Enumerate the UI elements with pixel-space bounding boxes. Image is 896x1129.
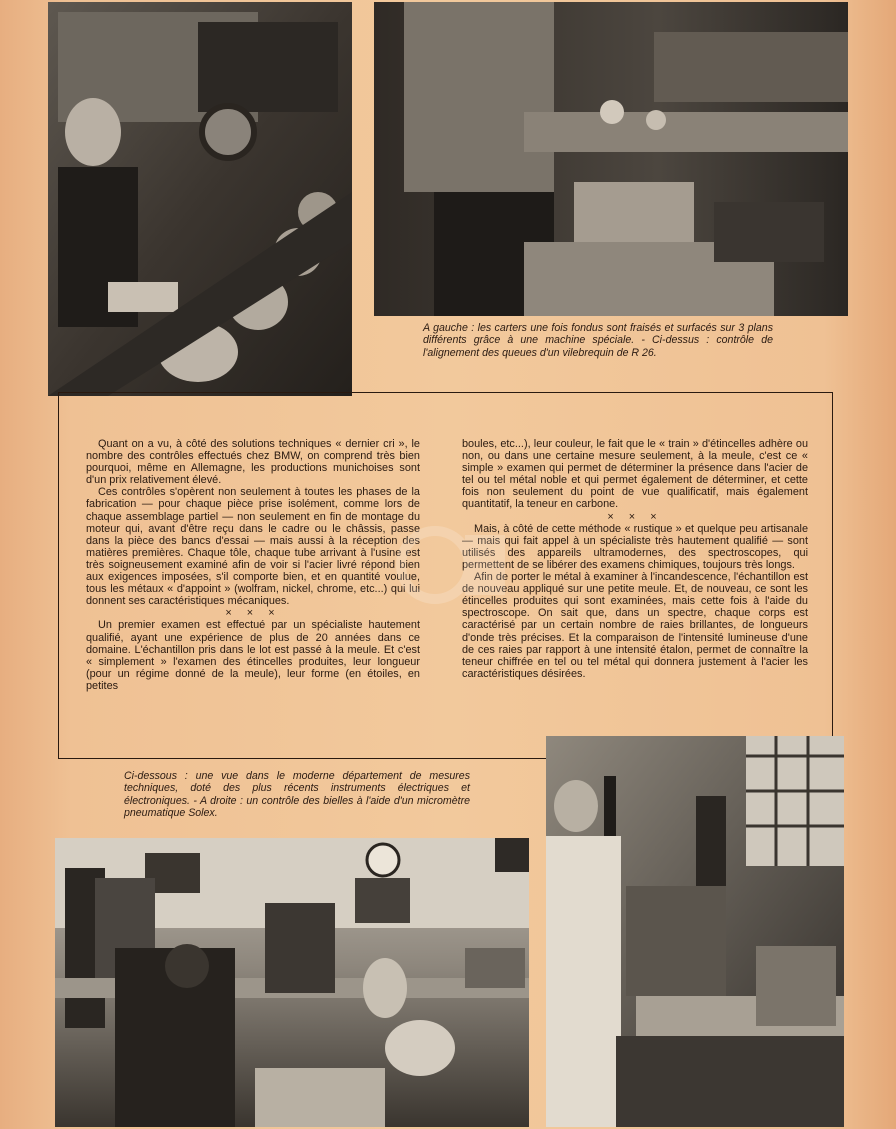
- article-left-column: [86, 438, 420, 692]
- section-separator: × × ×: [225, 607, 281, 620]
- measurement-lab-photo: [55, 838, 529, 1127]
- article-paragraph: Mais, à côté de cette méthode « rustique » et quelque peu artisanale — mais qui fait appel à un spécialiste très hautement qualifié — sont utilisés des appareils ultramodernes, des spectroscopes, qui permettent de se libérer des examens chimiques, toujours très longs.: [462, 522, 808, 571]
- article-paragraph: Ces contrôles s'opèrent non seulement à toutes les phases de la fabrication — pour chaque pièce prise isolément, comme lors de chaque assemblage partiel — non seulement en fin de montage du moteur qui, avant d'être reçu dans le cadre ou le châssis, passe dans la pièce des bancs d'essai — mais aussi à la réception des matières premières. Chaque tôle, chaque tube arrivant à l'usine est très soigneusement examiné afin de voir si l'acier livré répond bien aux exigences imposées, s'il comporte bien, et en quantité voulue, tous les métaux « d'appoint » (wolfram, nickel, chrome, etc...) qui lui donnent ses caractéristiques mécaniques.: [86, 486, 420, 608]
- milling-machine-photo: [48, 2, 352, 396]
- crankshaft-inspection-photo: [374, 2, 848, 316]
- article-paragraph: boules, etc...), leur couleur, le fait que le « train » d'étincelles adhère ou non, ou dans une certaine mesure seulement, à la meule, c'est ce « simple » examen qui permet de déterminer la présence dans l'acier de tel ou tel métal noble et qui permet également de déterminer, et cette fois non seulement du point de vue qualificatif, mais également quantitatif, la teneur en carbone.: [462, 438, 808, 511]
- section-separator: × × ×: [607, 510, 663, 523]
- article-paragraph: Quant on a vu, à côté des solutions techniques « dernier cri », le nombre des contrôles effectués chez BMW, on comprend très bien pourquoi, même en Allemagne, les productions munichoises sont d'un prix relativement élevé.: [86, 438, 420, 487]
- bottom-photo-caption: Ci-dessous : une vue dans le moderne département de mesures techniques, doté des plus récents instruments électriques et électroniques. - A droite : un contrôle des bielles à l'aide d'un micromètre pneumatique Solex.: [124, 770, 470, 820]
- scan-watermark-logo: [395, 515, 515, 615]
- article-paragraph: Un premier examen est effectué par un spécialiste hautement qualifié, ayant une expérience de plus de 20 années dans ce domaine. L'échantillon pris dans le lot est passé à la meule. Et c'est « simplement » l'examen des étincelles produites, leur longueur (pour un régime donné de la meule), leur forme (en étoiles, en petites: [86, 619, 420, 692]
- top-photo-caption: A gauche : les carters une fois fondus sont fraisés et surfacés sur 3 plans différents grâce à une machine spéciale. - Ci-dessus : contrôle de l'alignement des queues d'un vilebrequin de R 26.: [423, 322, 773, 359]
- connecting-rod-check-photo: [546, 736, 844, 1127]
- article-paragraph: Afin de porter le métal à examiner à l'incandescence, l'échantillon est de nouveau appliqué sur une petite meule. Et, de nouveau, ce sont les étincelles produites qui sont examinées, mais cette fois à l'aide du spectroscope. On sait que, dans un spectre, chaque corps est caractérisé par un certain nombre de raies brillantes, de longueurs d'onde très précises. Et la comparaison de l'intensité lumineuse d'une de ces raies par rapport à une intensité étalon, permet de connaître la teneur chiffrée en tel ou tel métal qui donnera justement à l'acier les caractéristiques désirées.: [462, 571, 808, 680]
